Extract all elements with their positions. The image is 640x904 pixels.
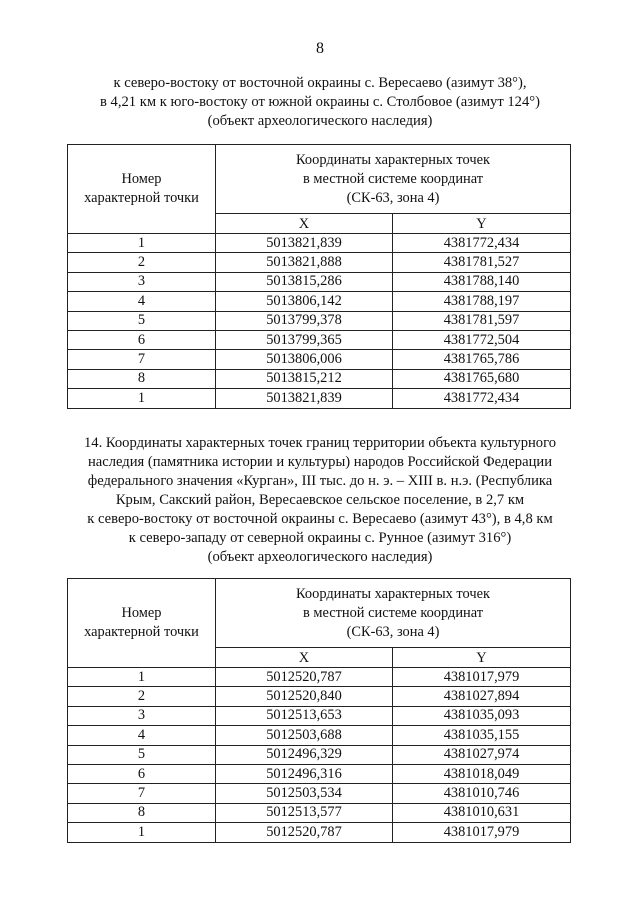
- y-value: 4381788,140: [393, 272, 571, 291]
- y-value: 4381772,504: [393, 330, 571, 349]
- heading-line: в 4,21 км к юго-востоку от южной окраины с. Столбовое (азимут 124°): [100, 94, 540, 110]
- x-value: 5013799,365: [216, 330, 393, 349]
- y-value: 4381017,979: [393, 668, 571, 687]
- point-number: 6: [68, 330, 216, 349]
- table-row: [68, 803, 571, 822]
- point-number: 5: [68, 311, 216, 330]
- heading-line: (объект археологического наследия): [207, 113, 433, 129]
- y-value: 4381772,434: [393, 389, 571, 408]
- y-value: 4381027,974: [393, 745, 571, 764]
- section-2-heading: [40, 434, 600, 567]
- header-line: (СК-63, зона 4): [346, 189, 440, 206]
- y-value: 4381017,979: [393, 823, 571, 842]
- coordinates-table-2: [67, 578, 571, 843]
- x-value: 5013815,212: [216, 369, 393, 388]
- x-column-header: X: [216, 648, 393, 668]
- header-line: (СК-63, зона 4): [346, 623, 440, 640]
- header-line: характерной точки: [84, 624, 199, 640]
- y-value: 4381781,597: [393, 311, 571, 330]
- coordinates-header: [216, 145, 571, 214]
- table-row: [68, 706, 571, 725]
- point-number-header: [68, 579, 216, 668]
- header-line: Координаты характерных точек: [296, 151, 490, 168]
- x-value: 5012520,787: [216, 823, 393, 842]
- y-column-header: Y: [393, 214, 571, 234]
- point-number-header: [68, 145, 216, 234]
- table-row: [68, 253, 571, 272]
- x-value: 5013806,006: [216, 350, 393, 369]
- table-row: [68, 764, 571, 783]
- header-line: характерной точки: [84, 190, 199, 206]
- heading-line: к северо-западу от северной окраины с. Рунное (азимут 316°): [128, 530, 512, 546]
- coordinates-header: [216, 579, 571, 648]
- point-number: 2: [68, 687, 216, 706]
- point-number: 1: [68, 389, 216, 408]
- point-number: 2: [68, 253, 216, 272]
- section-1-heading: [40, 74, 600, 131]
- point-number: 5: [68, 745, 216, 764]
- x-column-header: X: [216, 214, 393, 234]
- x-value: 5012520,840: [216, 687, 393, 706]
- heading-line: к северо-востоку от восточной окраины с. Вересаево (азимут 38°),: [113, 75, 527, 91]
- header-line: в местной системе координат: [302, 604, 484, 621]
- table-row: [68, 389, 571, 408]
- table-row: [68, 292, 571, 311]
- table-row: [68, 350, 571, 369]
- table-row: [68, 311, 571, 330]
- heading-line: наследия (памятника истории и культуры) народов Российской Федерации: [87, 454, 553, 470]
- y-value: 4381027,894: [393, 687, 571, 706]
- y-value: 4381772,434: [393, 234, 571, 253]
- table-row: [68, 272, 571, 291]
- point-number: 8: [68, 369, 216, 388]
- heading-line: Крым, Сакский район, Вересаевское сельское поселение, в 2,7 км: [115, 492, 525, 508]
- point-number: 4: [68, 726, 216, 745]
- x-value: 5013806,142: [216, 292, 393, 311]
- heading-line: (объект археологического наследия): [207, 549, 433, 565]
- x-value: 5012513,653: [216, 706, 393, 725]
- table-row: [68, 369, 571, 388]
- y-value: 4381781,527: [393, 253, 571, 272]
- y-value: 4381018,049: [393, 764, 571, 783]
- point-number: 1: [68, 823, 216, 842]
- y-value: 4381765,680: [393, 369, 571, 388]
- x-value: 5013821,839: [216, 389, 393, 408]
- y-value: 4381788,197: [393, 292, 571, 311]
- table-row: [68, 745, 571, 764]
- heading-line: к северо-востоку от восточной окраины с. Вересаево (азимут 43°), в 4,8 км: [87, 511, 553, 527]
- point-number: 3: [68, 706, 216, 725]
- header-line: Координаты характерных точек: [296, 585, 490, 602]
- table-row: [68, 668, 571, 687]
- x-value: 5012513,577: [216, 803, 393, 822]
- y-value: 4381765,786: [393, 350, 571, 369]
- x-value: 5012496,329: [216, 745, 393, 764]
- point-number: 8: [68, 803, 216, 822]
- point-number: 3: [68, 272, 216, 291]
- page-number: 8: [316, 40, 324, 57]
- y-value: 4381010,746: [393, 784, 571, 803]
- table-row: [68, 687, 571, 706]
- table-row: [68, 234, 571, 253]
- coordinates-table-1: [67, 144, 571, 409]
- y-value: 4381035,093: [393, 706, 571, 725]
- point-number: 1: [68, 234, 216, 253]
- x-value: 5013815,286: [216, 272, 393, 291]
- x-value: 5013799,378: [216, 311, 393, 330]
- header-line: Номер: [121, 605, 162, 621]
- point-number: 1: [68, 668, 216, 687]
- table-row: [68, 823, 571, 842]
- x-value: 5013821,888: [216, 253, 393, 272]
- x-value: 5013821,839: [216, 234, 393, 253]
- heading-line: 14. Координаты характерных точек границ территории объекта культурного: [83, 435, 557, 451]
- x-value: 5012520,787: [216, 668, 393, 687]
- heading-line: федерального значения «Курган», III тыс. до н. э. – XIII в. н.э. (Республика: [87, 473, 553, 489]
- point-number: 7: [68, 350, 216, 369]
- x-value: 5012496,316: [216, 764, 393, 783]
- y-value: 4381010,631: [393, 803, 571, 822]
- table-row: [68, 784, 571, 803]
- table-row: [68, 330, 571, 349]
- header-line: Номер: [121, 171, 162, 187]
- x-value: 5012503,688: [216, 726, 393, 745]
- point-number: 4: [68, 292, 216, 311]
- header-line: в местной системе координат: [302, 170, 484, 187]
- point-number: 7: [68, 784, 216, 803]
- y-value: 4381035,155: [393, 726, 571, 745]
- x-value: 5012503,534: [216, 784, 393, 803]
- y-column-header: Y: [393, 648, 571, 668]
- point-number: 6: [68, 764, 216, 783]
- table-row: [68, 726, 571, 745]
